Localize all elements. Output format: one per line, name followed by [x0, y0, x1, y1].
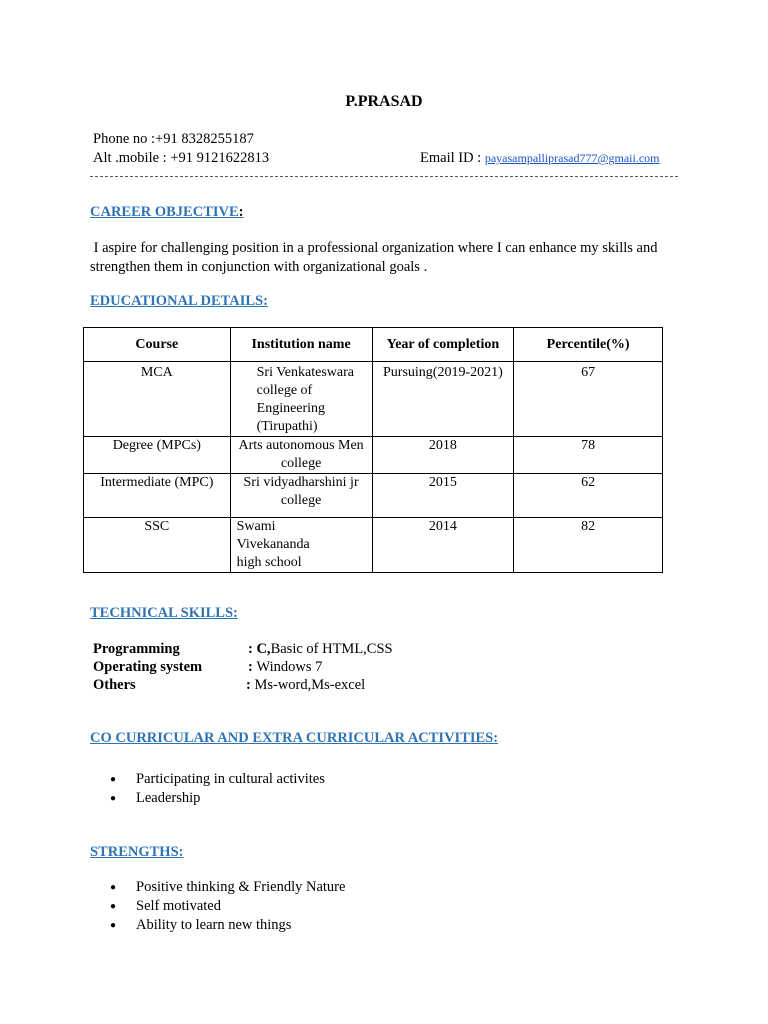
cell-institution: Swami Vivekananda high school: [230, 518, 372, 573]
education-table: [83, 327, 663, 573]
email-link[interactable]: payasampalliprasad777@gmaii.com: [484, 151, 660, 165]
header-year: Year of completion: [372, 328, 514, 362]
cell-course: SSC: [84, 518, 231, 573]
skill-value: [248, 658, 322, 676]
header-course: Course: [84, 328, 231, 362]
phone-number: Phone no :+91 8328255187: [93, 131, 254, 147]
list-item: ● Positive thinking & Friendly Nature: [110, 878, 345, 897]
career-objective-text: I aspire for challenging position in a professional organization where I can enhance my skills and strengthen them in conjunction with organizational goals .: [90, 240, 662, 275]
header-percentile: Percentile(%): [514, 328, 663, 362]
divider: [90, 176, 678, 177]
skill-value-prefix: :: [246, 677, 255, 693]
technical-skills-heading: TECHNICAL SKILLS:: [90, 605, 238, 621]
skill-label: Programming: [93, 641, 180, 657]
cell-percentile: 78: [514, 437, 663, 474]
career-objective-colon: :: [238, 204, 244, 220]
skill-value: [246, 676, 365, 694]
cell-course: Intermediate (MPC): [84, 474, 231, 518]
cell-institution: Sri Venkateswara college of Engineering (Tirupathi): [230, 362, 372, 437]
career-objective-heading: [90, 204, 244, 221]
strengths-list: [110, 878, 345, 935]
table-row: [84, 474, 663, 518]
list-item: ● Ability to learn new things: [110, 916, 345, 935]
skill-row-operating-system: [93, 658, 493, 676]
skill-row-others: [93, 676, 493, 694]
cell-institution: Sri vidyadharshini jr college: [230, 474, 372, 518]
cell-year: 2014: [372, 518, 514, 573]
cell-course: Degree (MPCs): [84, 437, 231, 474]
activities-heading: CO CURRICULAR AND EXTRA CURRICULAR ACTIVITIES:: [90, 730, 499, 746]
cell-percentile: 67: [514, 362, 663, 437]
header-institution: Institution name: [230, 328, 372, 362]
skill-label: Operating system: [93, 659, 203, 675]
table-row: [84, 362, 663, 437]
skill-value-text: Basic of HTML,CSS: [270, 641, 393, 657]
cell-percentile: 62: [514, 474, 663, 518]
cell-institution: Arts autonomous Men college: [230, 437, 372, 474]
skill-value-text: Windows 7: [256, 659, 323, 675]
skill-value-prefix: : C,: [248, 641, 271, 657]
skill-value-prefix: :: [248, 659, 257, 675]
table-header-row: [84, 328, 663, 362]
cell-year: 2015: [372, 474, 514, 518]
career-objective-heading-text: CAREER OBJECTIVE: [90, 204, 239, 220]
strengths-heading: STRENGTHS:: [90, 844, 184, 860]
list-item: ● Leadership: [110, 789, 325, 808]
resume-name: P.PRASAD: [345, 93, 423, 110]
cell-percentile: 82: [514, 518, 663, 573]
technical-skills-list: [93, 640, 493, 694]
activities-list: [110, 770, 325, 808]
educational-details-heading: EDUCATIONAL DETAILS:: [90, 293, 268, 309]
skill-value-text: Ms-word,Ms-excel: [254, 677, 366, 693]
table-row: [84, 518, 663, 573]
skill-value: [248, 640, 393, 658]
email-row: [420, 150, 660, 167]
skill-label: Others: [93, 677, 136, 693]
email-label: Email ID :: [420, 150, 485, 166]
list-item: ● Self motivated: [110, 897, 345, 916]
alt-mobile-number: Alt .mobile : +91 9121622813: [93, 150, 270, 166]
cell-course: MCA: [84, 362, 231, 437]
list-item: ● Participating in cultural activites: [110, 770, 325, 789]
cell-year: Pursuing(2019-2021): [372, 362, 514, 437]
skill-row-programming: [93, 640, 493, 658]
table-row: [84, 437, 663, 474]
cell-year: 2018: [372, 437, 514, 474]
